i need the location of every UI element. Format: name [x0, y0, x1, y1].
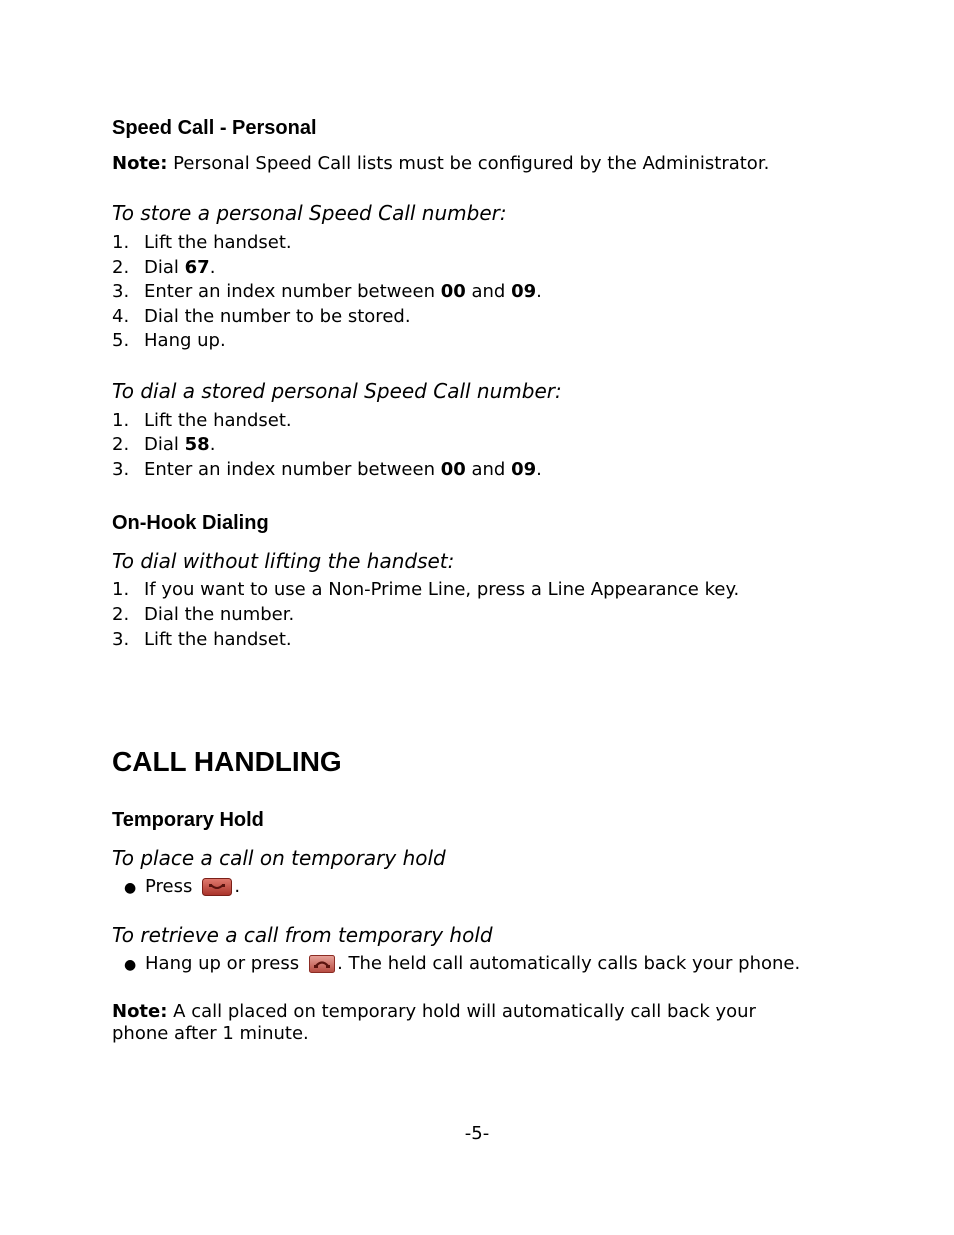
note-label: Note:	[112, 153, 168, 174]
list-item: 1. Lift the handset.	[112, 410, 292, 431]
note-text: Personal Speed Call lists must be configured by the Administrator.	[167, 153, 770, 174]
store-speed-call-heading: To store a personal Speed Call number:	[112, 201, 507, 225]
hold-key-icon	[202, 878, 232, 896]
hold-key-icon	[309, 955, 335, 973]
list-item: 5. Hang up.	[112, 330, 226, 351]
list-item: 3. Enter an index number between 00 and 09.	[112, 459, 542, 480]
section-heading-on-hook: On-Hook Dialing	[112, 512, 269, 534]
speed-call-note	[112, 153, 769, 175]
list-item: 1. If you want to use a Non-Prime Line, press a Line Appearance key.	[112, 579, 740, 600]
chapter-heading-call-handling: CALL HANDLING	[112, 746, 342, 777]
temp-hold-note: Note: A call placed on temporary hold will automatically call back your	[112, 1001, 756, 1022]
bullet: ●	[124, 957, 137, 973]
list-item: ● Hang up or press . The held call automatically calls back your phone.	[124, 953, 801, 974]
list-item: 1. Lift the handset.	[112, 232, 292, 253]
retrieve-hold-heading: To retrieve a call from temporary hold	[112, 923, 493, 947]
list-item: ● Press .	[124, 876, 241, 897]
place-hold-heading: To place a call on temporary hold	[112, 846, 446, 870]
dial-speed-call-heading: To dial a stored personal Speed Call number:	[112, 379, 562, 403]
on-hook-subheading: To dial without lifting the handset:	[112, 549, 455, 573]
list-item: 4. Dial the number to be stored.	[112, 306, 411, 327]
list-item: 2. Dial 58.	[112, 434, 216, 455]
list-item: 2. Dial the number.	[112, 604, 295, 625]
note-label: Note:	[112, 1001, 168, 1022]
bullet: ●	[124, 880, 137, 896]
section-heading-temporary-hold: Temporary Hold	[112, 809, 264, 831]
list-item: 3. Lift the handset.	[112, 629, 292, 650]
list-item: 3. Enter an index number between 00 and 09.	[112, 281, 542, 302]
list-item: 2. Dial 67.	[112, 257, 216, 278]
section-heading-speed-call: Speed Call - Personal	[112, 117, 317, 139]
temp-hold-note-cont: phone after 1 minute.	[112, 1023, 309, 1044]
page-number: -5-	[464, 1123, 490, 1144]
